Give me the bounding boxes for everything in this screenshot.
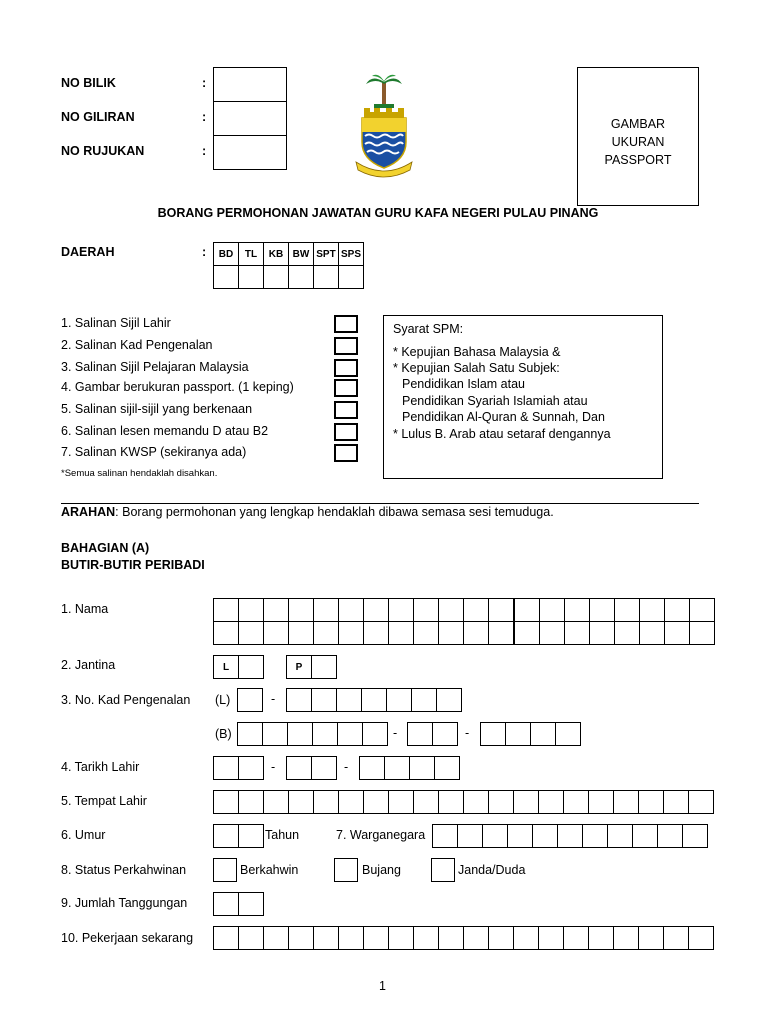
char-box[interactable] <box>338 598 364 622</box>
bujang-checkbox[interactable] <box>334 858 358 882</box>
no-bilik-field[interactable] <box>213 67 287 102</box>
char-box[interactable] <box>238 598 264 622</box>
checklist-checkbox[interactable] <box>334 337 358 355</box>
char-box[interactable] <box>663 926 689 950</box>
umur-field[interactable] <box>213 824 264 848</box>
daerah-code-bw: BW <box>288 242 314 266</box>
ic-l-label: (L) <box>215 693 231 707</box>
char-box[interactable] <box>614 621 640 645</box>
char-box[interactable] <box>563 790 589 814</box>
char-box[interactable] <box>664 598 690 622</box>
berkahwin-checkbox[interactable] <box>213 858 237 882</box>
warga-field[interactable] <box>432 824 708 848</box>
checklist-checkbox[interactable] <box>334 444 358 462</box>
daerah-check-bd[interactable] <box>213 265 239 289</box>
char-box[interactable] <box>288 926 314 950</box>
tarikh-label: 4. Tarikh Lahir <box>61 760 140 774</box>
daerah-grid <box>213 242 364 289</box>
daerah-code-tl: TL <box>238 242 264 266</box>
dash: - <box>393 726 398 740</box>
char-box[interactable] <box>313 621 339 645</box>
char-box[interactable] <box>638 790 664 814</box>
char-box[interactable] <box>638 926 664 950</box>
char-box[interactable] <box>312 722 338 746</box>
checklist-checkbox[interactable] <box>334 379 358 397</box>
char-box[interactable] <box>288 598 314 622</box>
char-box[interactable] <box>513 621 540 645</box>
char-box[interactable] <box>513 790 539 814</box>
jantina-l-group <box>213 655 264 679</box>
char-box[interactable] <box>538 926 564 950</box>
arahan-label: ARAHAN <box>61 505 116 519</box>
checklist-item: 6. Salinan lesen memandu D atau B2 <box>61 424 269 438</box>
colon: : <box>202 245 207 259</box>
char-box[interactable] <box>436 688 462 712</box>
char-box[interactable] <box>488 790 514 814</box>
dash: - <box>344 760 349 774</box>
char-box[interactable] <box>263 621 289 645</box>
char-box[interactable] <box>213 756 239 780</box>
char-box[interactable] <box>530 722 556 746</box>
char-box[interactable] <box>313 926 339 950</box>
char-box[interactable] <box>213 824 239 848</box>
checklist-item: 7. Salinan KWSP (sekiranya ada) <box>61 445 247 459</box>
char-box[interactable] <box>363 621 389 645</box>
daerah-code-bd: BD <box>213 242 239 266</box>
char-box[interactable] <box>613 790 639 814</box>
bujang-label: Bujang <box>362 863 401 877</box>
colon: : <box>202 76 207 90</box>
warga-label: 7. Warganegara <box>336 828 426 842</box>
syarat-line: Pendidikan Syariah Islamiah atau <box>402 394 588 408</box>
syarat-title: Syarat SPM: <box>393 322 464 336</box>
daerah-code-kb: KB <box>263 242 289 266</box>
char-box[interactable] <box>588 926 614 950</box>
char-box[interactable] <box>438 790 464 814</box>
char-box[interactable] <box>688 926 714 950</box>
tanggungan-field[interactable] <box>213 892 264 916</box>
char-box[interactable] <box>263 790 289 814</box>
no-bilik-label: NO BILIK <box>61 76 116 90</box>
dash: - <box>271 692 276 706</box>
no-giliran-field[interactable] <box>213 101 287 136</box>
char-box[interactable] <box>513 598 540 622</box>
char-box[interactable] <box>555 722 581 746</box>
daerah-code-sps: SPS <box>338 242 364 266</box>
char-box[interactable] <box>213 598 239 622</box>
char-box[interactable] <box>463 598 489 622</box>
char-box[interactable] <box>463 790 489 814</box>
char-box[interactable] <box>311 688 337 712</box>
char-box[interactable] <box>363 598 389 622</box>
ic-l-part2[interactable] <box>286 688 462 712</box>
nama-label: 1. Nama <box>61 602 109 616</box>
char-box[interactable] <box>337 722 363 746</box>
char-box[interactable] <box>639 598 665 622</box>
tanggungan-label: 9. Jumlah Tanggungan <box>61 896 188 910</box>
status-label: 8. Status Perkahwinan <box>61 863 187 877</box>
char-box[interactable] <box>363 926 389 950</box>
char-box[interactable] <box>238 621 264 645</box>
char-box[interactable] <box>213 621 239 645</box>
char-box[interactable] <box>388 926 414 950</box>
char-box[interactable] <box>286 756 312 780</box>
char-box[interactable] <box>213 892 239 916</box>
arahan-text: : Borang permohonan yang lengkap hendaklah dibawa semasa sesi temuduga. <box>115 505 554 519</box>
nama-field[interactable] <box>213 598 715 645</box>
char-box[interactable] <box>582 824 608 848</box>
char-box[interactable] <box>407 722 433 746</box>
checklist-checkbox[interactable] <box>334 423 358 441</box>
photo-label-1: GAMBAR <box>610 117 666 131</box>
daerah-check-sps[interactable] <box>338 265 364 289</box>
colon: : <box>202 144 207 158</box>
char-box[interactable] <box>263 926 289 950</box>
form-title: BORANG PERMOHONAN JAWATAN GURU KAFA NEGERI PULAU PINANG <box>157 206 599 220</box>
daerah-check-tl[interactable] <box>238 265 264 289</box>
tempat-label: 5. Tempat Lahir <box>61 794 147 808</box>
char-box[interactable] <box>564 621 590 645</box>
char-box[interactable] <box>657 824 683 848</box>
checklist-note: *Semua salinan hendaklah disahkan. <box>61 468 218 479</box>
pekerjaan-label: 10. Pekerjaan sekarang <box>61 931 194 945</box>
jantina-p-group <box>286 655 337 679</box>
char-box[interactable] <box>413 926 439 950</box>
syarat-line: Pendidikan Islam atau <box>402 377 525 391</box>
char-box[interactable] <box>689 621 715 645</box>
char-box[interactable] <box>263 598 289 622</box>
char-box[interactable] <box>388 621 414 645</box>
char-box[interactable] <box>288 790 314 814</box>
checklist-item: 1. Salinan Sijil Lahir <box>61 316 171 330</box>
arahan <box>61 505 554 519</box>
checklist-checkbox[interactable] <box>334 359 358 377</box>
no-giliran-label: NO GILIRAN <box>61 110 135 124</box>
ic-b-label: (B) <box>215 727 232 741</box>
checklist-item: 4. Gambar berukuran passport. (1 keping) <box>61 380 294 394</box>
no-rujukan-field[interactable] <box>213 135 287 170</box>
char-box[interactable] <box>384 756 410 780</box>
char-box[interactable] <box>532 824 558 848</box>
checklist-item: 5. Salinan sijil-sijil yang berkenaan <box>61 402 253 416</box>
daerah-check-spt[interactable] <box>313 265 339 289</box>
syarat-line: * Lulus B. Arab atau setaraf dengannya <box>393 427 611 441</box>
dash: - <box>465 726 470 740</box>
char-box[interactable] <box>639 621 665 645</box>
tarikh-day[interactable] <box>213 756 264 780</box>
checklist-item: 2. Salinan Kad Pengenalan <box>61 338 213 352</box>
char-box[interactable] <box>413 598 439 622</box>
ic-b-part1[interactable] <box>237 722 388 746</box>
syarat-line: * Kepujian Bahasa Malaysia & <box>393 345 561 359</box>
char-box[interactable] <box>663 790 689 814</box>
page-number: 1 <box>379 979 386 993</box>
char-box[interactable] <box>607 824 633 848</box>
char-box[interactable] <box>438 926 464 950</box>
char-box[interactable] <box>438 598 464 622</box>
char-box[interactable] <box>386 688 412 712</box>
char-box[interactable] <box>539 621 565 645</box>
photo-label-2: UKURAN <box>611 135 665 149</box>
char-box[interactable] <box>287 722 313 746</box>
char-box[interactable] <box>688 790 714 814</box>
daerah-check-bw[interactable] <box>288 265 314 289</box>
char-box[interactable] <box>488 621 514 645</box>
char-box[interactable] <box>614 598 640 622</box>
photo-label-3: PASSPORT <box>604 153 672 167</box>
daerah-code-spt: SPT <box>313 242 339 266</box>
section-title: BAHAGIAN (A) <box>61 541 150 555</box>
char-box[interactable] <box>463 621 489 645</box>
tempat-field[interactable] <box>213 790 714 814</box>
char-box[interactable] <box>262 722 288 746</box>
char-box[interactable] <box>238 926 264 950</box>
char-box[interactable] <box>313 598 339 622</box>
char-box[interactable] <box>361 688 387 712</box>
char-box[interactable] <box>238 790 264 814</box>
syarat-line: * Kepujian Salah Satu Subjek: <box>393 361 560 375</box>
char-box[interactable] <box>432 722 458 746</box>
tahun-label: Tahun <box>265 828 300 842</box>
char-box[interactable] <box>589 598 615 622</box>
char-box[interactable] <box>388 598 414 622</box>
char-box[interactable] <box>411 688 437 712</box>
char-box[interactable] <box>311 756 337 780</box>
char-box[interactable] <box>313 790 339 814</box>
char-box[interactable] <box>488 926 514 950</box>
char-box[interactable] <box>237 688 263 712</box>
char-box[interactable] <box>338 790 364 814</box>
char-box[interactable] <box>286 688 312 712</box>
ic-b-part3[interactable] <box>480 722 581 746</box>
char-box[interactable] <box>507 824 533 848</box>
char-box[interactable] <box>413 621 439 645</box>
char-box[interactable] <box>589 621 615 645</box>
char-box[interactable] <box>359 756 385 780</box>
char-box[interactable] <box>336 688 362 712</box>
janda-label: Janda/Duda <box>458 863 526 877</box>
char-box[interactable] <box>563 926 589 950</box>
char-box[interactable] <box>388 790 414 814</box>
char-box[interactable] <box>689 598 715 622</box>
daerah-label: DAERAH <box>61 245 115 259</box>
tarikh-year[interactable] <box>359 756 460 780</box>
char-box[interactable] <box>488 598 514 622</box>
char-box[interactable] <box>409 756 435 780</box>
berkahwin-label: Berkahwin <box>240 863 299 877</box>
char-box[interactable] <box>338 926 364 950</box>
char-box[interactable] <box>557 824 583 848</box>
char-box[interactable] <box>238 756 264 780</box>
checklist-item: 3. Salinan Sijil Pelajaran Malaysia <box>61 360 249 374</box>
umur-label: 6. Umur <box>61 828 106 842</box>
char-box[interactable] <box>505 722 531 746</box>
char-box[interactable] <box>538 790 564 814</box>
jantina-l-label: L <box>213 655 239 679</box>
char-box[interactable] <box>434 756 460 780</box>
tarikh-month[interactable] <box>286 756 337 780</box>
ic-label: 3. No. Kad Pengenalan <box>61 693 191 707</box>
jantina-l-checkbox[interactable] <box>238 655 264 679</box>
char-box[interactable] <box>588 790 614 814</box>
char-box[interactable] <box>288 621 314 645</box>
char-box[interactable] <box>463 926 489 950</box>
char-box[interactable] <box>682 824 708 848</box>
char-box[interactable] <box>338 621 364 645</box>
char-box[interactable] <box>438 621 464 645</box>
pekerjaan-field[interactable] <box>213 926 714 950</box>
char-box[interactable] <box>564 598 590 622</box>
divider <box>61 503 699 504</box>
ic-b-part2[interactable] <box>407 722 458 746</box>
section-subtitle: BUTIR-BUTIR PERIBADI <box>61 558 205 572</box>
char-box[interactable] <box>237 722 263 746</box>
char-box[interactable] <box>432 824 458 848</box>
jantina-p-label: P <box>286 655 312 679</box>
char-box[interactable] <box>513 926 539 950</box>
char-box[interactable] <box>238 824 264 848</box>
janda-checkbox[interactable] <box>431 858 455 882</box>
ic-l-part1[interactable] <box>237 688 263 712</box>
checklist-checkbox[interactable] <box>334 401 358 419</box>
char-box[interactable] <box>664 621 690 645</box>
penang-crest-icon <box>352 72 416 182</box>
char-box[interactable] <box>213 926 239 950</box>
char-box[interactable] <box>213 790 239 814</box>
char-box[interactable] <box>413 790 439 814</box>
checklist-checkbox[interactable] <box>334 315 358 333</box>
jantina-p-checkbox[interactable] <box>311 655 337 679</box>
char-box[interactable] <box>238 892 264 916</box>
daerah-check-kb[interactable] <box>263 265 289 289</box>
char-box[interactable] <box>539 598 565 622</box>
char-box[interactable] <box>482 824 508 848</box>
char-box[interactable] <box>613 926 639 950</box>
colon: : <box>202 110 207 124</box>
char-box[interactable] <box>362 722 388 746</box>
char-box[interactable] <box>480 722 506 746</box>
char-box[interactable] <box>632 824 658 848</box>
no-rujukan-label: NO RUJUKAN <box>61 144 145 158</box>
char-box[interactable] <box>457 824 483 848</box>
jantina-label: 2. Jantina <box>61 658 116 672</box>
syarat-line: Pendidikan Al-Quran & Sunnah, Dan <box>402 410 605 424</box>
dash: - <box>271 760 276 774</box>
char-box[interactable] <box>363 790 389 814</box>
